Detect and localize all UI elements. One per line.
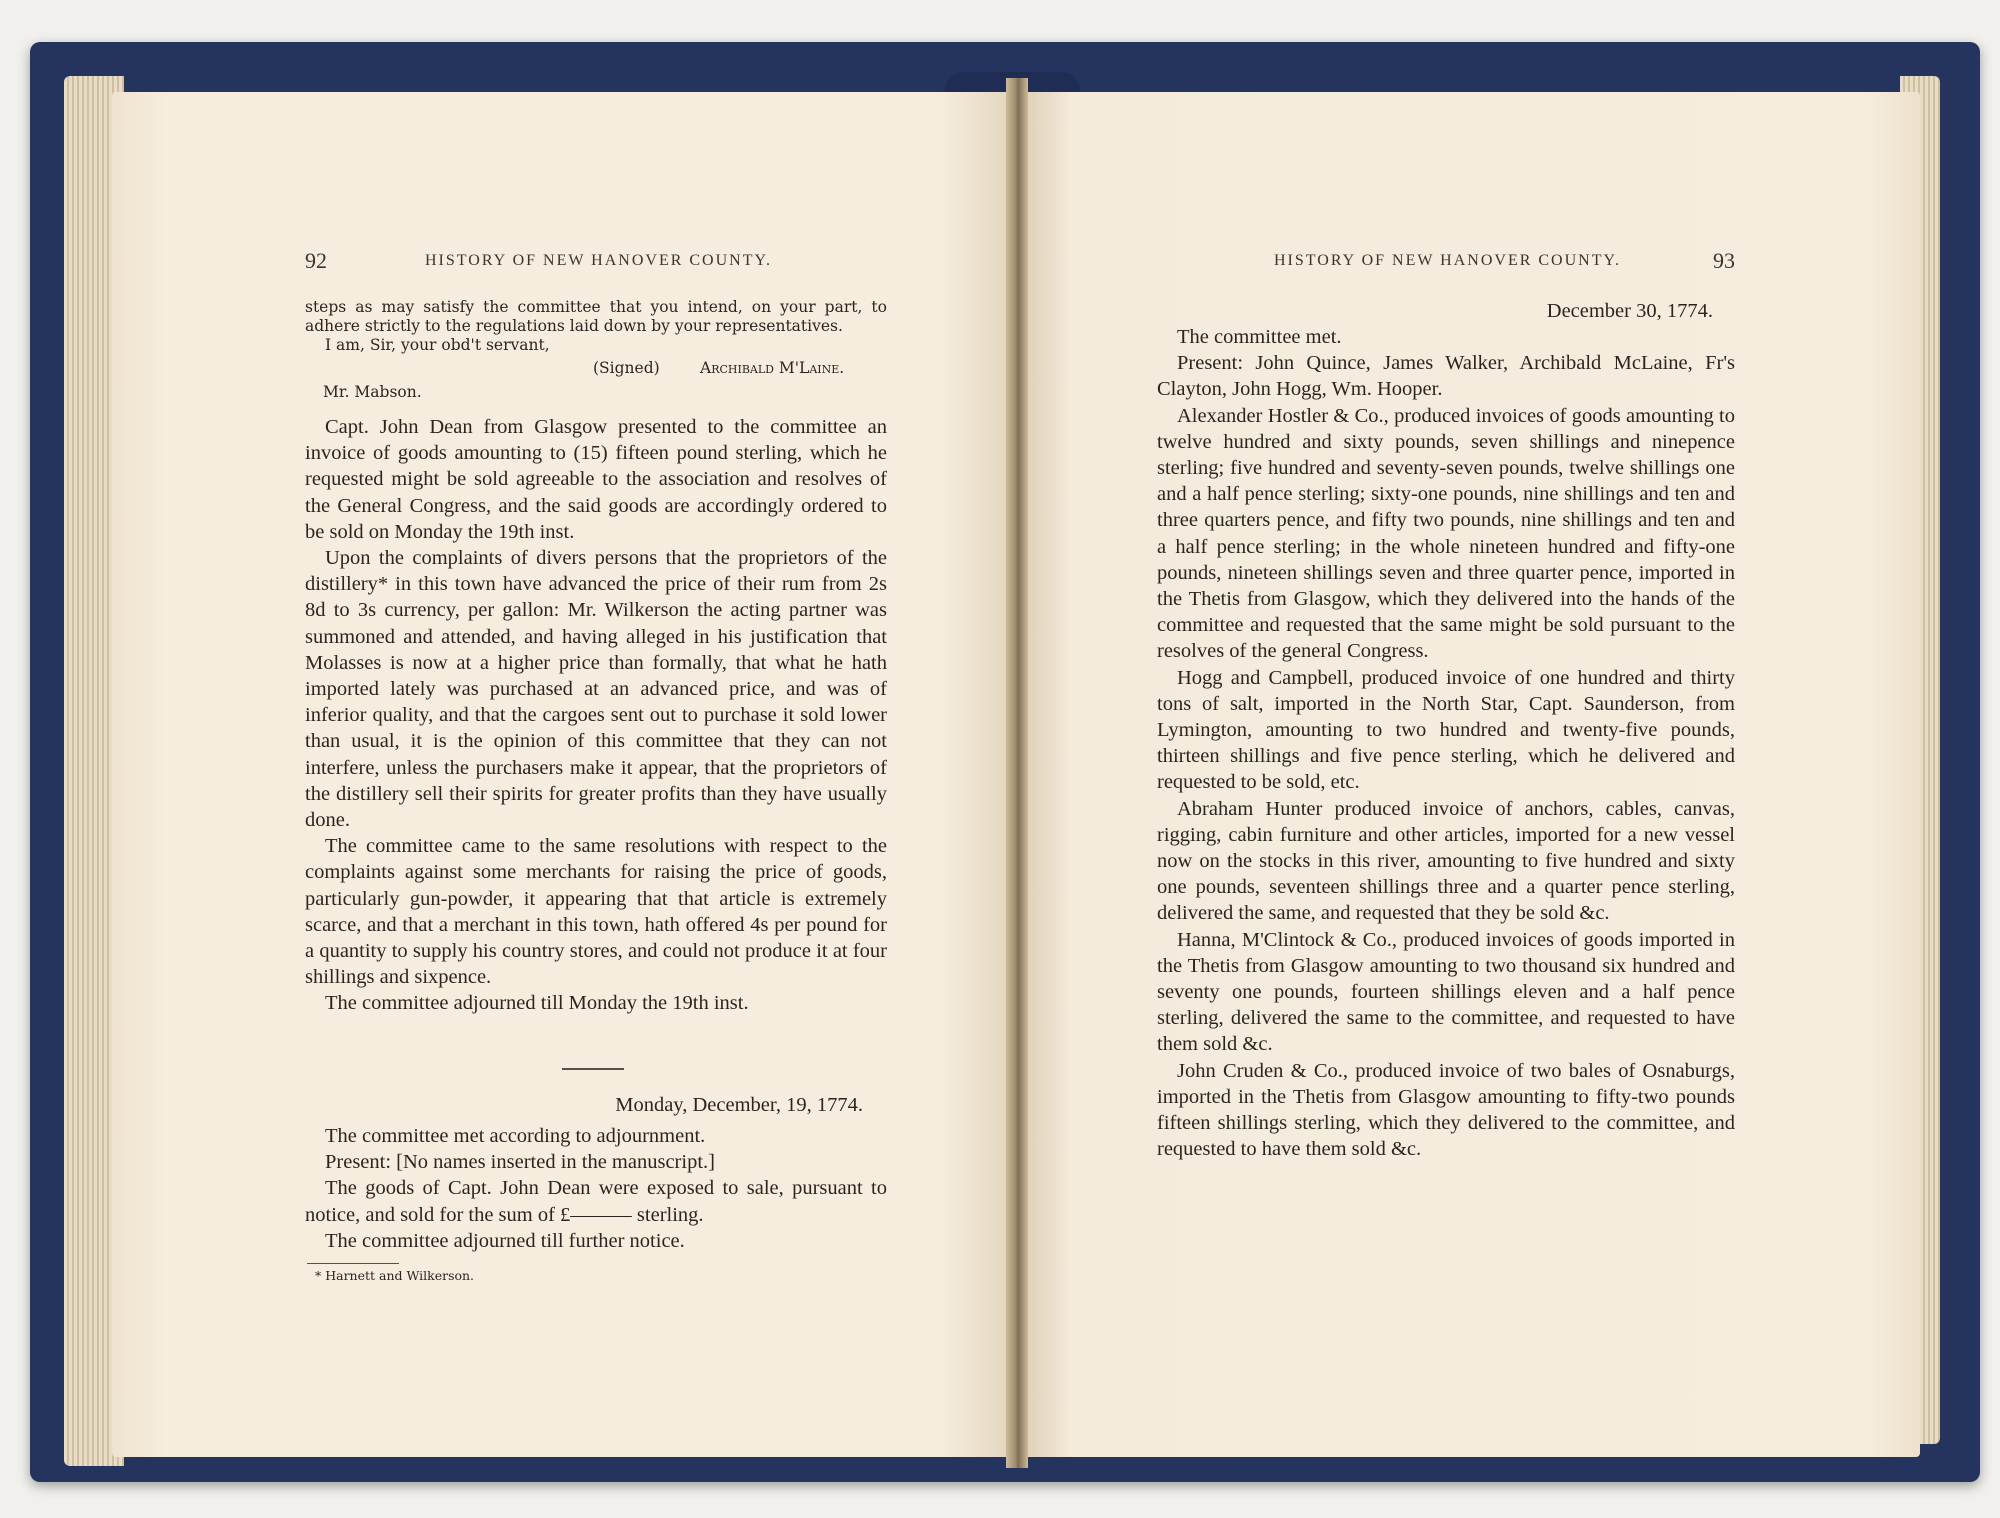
signed-label: (Signed)	[593, 359, 660, 377]
paragraph: Abraham Hunter produced invoice of anchors, cables, canvas, rigging, cabin furniture and other articles, imported for a new vessel now on the stocks in this river, amounting to five hundred and sixty one pounds, seventeen shillings three and a quarter pence sterling, delivered the same, and requested that they be sold &c.	[1157, 797, 1735, 925]
book-gutter	[1006, 78, 1028, 1468]
paragraph: Present: [No names inserted in the manuscript.]	[325, 1151, 715, 1174]
paragraph: Capt. John Dean from Glasgow presented to the committee an invoice of goods amounting to (15) fifteen pound sterling, which he requested might be sold agreeable to the association and resolves of the General Congress, and the said goods are accordingly ordered to be sold on Monday the 19th inst.	[305, 416, 887, 543]
paragraph: The committee adjourned till Monday the 19th inst.	[325, 992, 749, 1015]
running-head-left: HISTORY OF NEW HANOVER COUNTY.	[425, 252, 772, 269]
paragraph: Hogg and Campbell, produced invoice of one hundred and thirty tons of salt, imported in the North Star, Capt. Saunderson, from Lymington, amounting to two hundred and twenty-five pounds, thirteen shillings and five pence sterling, which he delivered and requested to be sold, etc.	[1157, 666, 1735, 794]
footnote-rule	[307, 1263, 399, 1264]
paragraph: Hanna, M'Clintock & Co., produced invoices of goods imported in the Thetis from Glasgow amounting to two thousand six hundred and seventy one pounds, fourteen shillings eleven and a half pence sterling, delivered the same to the committee, and requested to have them sold &c.	[1157, 928, 1735, 1056]
paragraph: Alexander Hostler & Co., produced invoices of goods amounting to twelve hundred and sixty pounds, seven shillings and ninepence sterling; five hundred and seventy-seven pounds, twelve shillings one and a half pence sterling; sixty-one pounds, nine shillings and ten and three quarters pence, and fifty two pounds, nine shillings and ten and a half pence sterling; in the whole nineteen hundred and fifty-one pounds, nineteen shillings seven and three quarter pence, imported in the Thetis from Glasgow, which they delivered into the hands of the committee and requested that the same might be sold pursuant to the resolves of the general Congress.	[1157, 404, 1735, 663]
paragraph: The committee adjourned till further notice.	[325, 1229, 685, 1252]
footnote: * Harnett and Wilkerson.	[315, 1268, 475, 1283]
left-body-2	[305, 1123, 887, 1254]
date-heading-right: December 30, 1774.	[1546, 300, 1713, 322]
letter-line: steps as may satisfy the committee that you intend, on your part, to adhere strictly to the regulations laid down by your representatives.	[305, 298, 887, 335]
page-number-right: 93	[1713, 248, 1735, 273]
page-number-left: 92	[305, 248, 327, 273]
letter-line: I am, Sir, your obd't servant,	[325, 336, 550, 354]
running-head-right: HISTORY OF NEW HANOVER COUNTY.	[1274, 252, 1621, 269]
section-rule	[562, 1068, 624, 1070]
date-heading-left: Monday, December, 19, 1774.	[615, 1094, 863, 1116]
paragraph: Present: John Quince, James Walker, Archibald McLaine, Fr's Clayton, John Hogg, Wm. Hooper.	[1157, 352, 1735, 401]
paragraph: The committee came to the same resolutions with respect to the complaints against some merchants for raising the price of goods, particularly gun-powder, it appearing that that article is extremely scarce, and that a merchant in this town, hath offered 4s per pound for a quantity to supply his country stores, and could not produce it at four shillings and sixpence.	[305, 835, 887, 989]
paragraph: The committee met according to adjournment.	[325, 1125, 706, 1147]
right-body	[1157, 324, 1735, 1163]
left-body	[305, 414, 887, 1017]
paragraph: Upon the complaints of divers persons that the proprietors of the distillery* in this town have advanced the price of their rum from 2s 8d to 3s currency, per gallon: Mr. Wilkerson the acting partner was summoned and attended, and having alleged in his justification that Molasses is now at a higher price than formally, that what he hath imported lately was purchased at an advanced price, and was of inferior quality, and that the cargoes sent out to purchase it sold lower than usual, it is the opinion of this committee that they can not interfere, unless the purchasers make it appear, that the proprietors of the distillery sell their spirits for greater profits than they have usually done.	[305, 547, 887, 832]
signer: Archibald M'Laine.	[700, 359, 845, 377]
letter-block	[305, 298, 887, 402]
paragraph: The goods of Capt. John Dean were exposed to sale, pursuant to notice, and sold for the sum of £——— sterling.	[305, 1177, 887, 1226]
paragraph: The committee met.	[1177, 326, 1342, 348]
addressee: Mr. Mabson.	[323, 383, 422, 401]
paragraph: John Cruden & Co., produced invoice of two bales of Osnaburgs, imported in the Thetis from Glasgow amounting to fifty-two pounds fifteen shillings sterling, which they delivered to the committee, and requested to have them sold &c.	[1157, 1059, 1735, 1161]
